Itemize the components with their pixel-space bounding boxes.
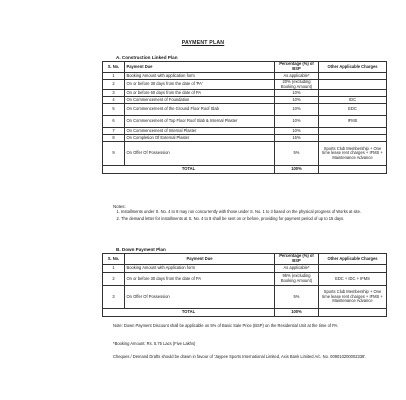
column-header: Other Applicable Charges: [319, 62, 387, 73]
other-charges-cell: [319, 265, 387, 273]
total-label: TOTAL: [103, 166, 275, 174]
percentage-cell: As applicable*: [275, 73, 319, 80]
row-number: 9: [103, 142, 125, 166]
other-charges-cell: Sports Club Membership + One time lease rent charges + IFMS + Maintenance Advance: [319, 286, 387, 309]
table-row: [103, 73, 387, 80]
row-number: 3: [103, 90, 125, 97]
payment-due-cell: On or before 30 days from the date of PA: [125, 273, 275, 286]
down-payment-plan-table: [102, 253, 387, 317]
other-charges-cell: [319, 135, 387, 142]
total-label: TOTAL: [103, 309, 275, 317]
row-number: 4: [103, 97, 125, 104]
percentage-cell: 10%: [275, 128, 319, 135]
note-item: 1. Installments under S. No. 4 to 8 may run concurrently with those under S. No. 1 to 3 based on the physical progress of Works at site.: [121, 209, 393, 214]
table-row: [103, 273, 387, 286]
other-charges-cell: EDC + IDC + IFMS: [319, 273, 387, 286]
total-row: [103, 309, 387, 317]
row-number: 2: [103, 273, 125, 286]
table-header-row: [103, 62, 387, 73]
notes-list: [113, 209, 393, 223]
payment-due-cell: On Commencement of Top Floor Roof Slab & Internal Plaster: [125, 116, 275, 128]
total-value: 100%: [275, 309, 319, 317]
payment-due-cell: On Commencement of Foundation: [125, 97, 275, 104]
percentage-cell: 5%: [275, 142, 319, 166]
other-charges-cell: IFMS: [319, 116, 387, 128]
row-number: 1: [103, 73, 125, 80]
table-row: [103, 128, 387, 135]
column-header: Payment Due: [125, 62, 275, 73]
total-other-cell: [319, 309, 387, 317]
column-header: Percentage (%) of BSP: [275, 62, 319, 73]
other-charges-cell: [319, 90, 387, 97]
row-number: 1: [103, 265, 125, 273]
column-header: S. No.: [103, 62, 125, 73]
table-row: [103, 90, 387, 97]
total-row: [103, 166, 387, 174]
percentage-cell: 5%: [275, 286, 319, 309]
total-other-cell: [319, 166, 387, 174]
percentage-cell: 95% (excluding Booking Amount): [275, 273, 319, 286]
row-number: 2: [103, 80, 125, 90]
row-number: 7: [103, 128, 125, 135]
percentage-cell: 10%: [275, 90, 319, 97]
payment-due-cell: On Commencement of the Ground Floor Roof Slab: [125, 104, 275, 116]
percentage-cell: 20% (excluding Booking Amount): [275, 80, 319, 90]
table-row: [103, 116, 387, 128]
percentage-cell: 10%: [275, 97, 319, 104]
column-header: Other Applicable Charges: [319, 254, 387, 265]
other-charges-cell: [319, 128, 387, 135]
section-a-heading: A. Construction Linked Plan: [116, 55, 178, 60]
notes-heading: Notes:: [113, 204, 126, 209]
column-header: S. No.: [103, 254, 125, 265]
payment-due-cell: On Completion Of External Plaster: [125, 135, 275, 142]
other-charges-cell: [319, 73, 387, 80]
booking-amount-note: *Booking Amount: Rs. 5.75 Lacs (Five Lakhs): [113, 341, 196, 346]
percentage-cell: As applicable*: [275, 265, 319, 273]
table-row: [103, 80, 387, 90]
cheque-instructions: Cheques / Demand Drafts should be drawn in favour of 'Jaypee Sports International Limited, Axis Bank Limited A/c. No. 009010200002338'.: [113, 354, 367, 359]
percentage-cell: 15%: [275, 135, 319, 142]
table-row: [103, 135, 387, 142]
table-header-row: [103, 254, 387, 265]
page-title: PAYMENT PLAN: [181, 40, 225, 46]
down-payment-note: Note: Down Payment Discount shall be applicable on 5% of Basic Sale Price (BSP) on the Residential Unit at the time of PA.: [113, 323, 339, 328]
row-number: 6: [103, 116, 125, 128]
payment-due-cell: On or before 60 days from the date of PA: [125, 90, 275, 97]
row-number: 8: [103, 135, 125, 142]
note-item: 2. The demand letter for installments at S. No. 4 to 8 shall be sent on or before, providing for payment period of up to 15 days.: [121, 216, 393, 221]
payment-due-cell: On Commencement of Internal Plaster: [125, 128, 275, 135]
total-value: 100%: [275, 166, 319, 174]
row-number: 5: [103, 104, 125, 116]
table-row: [103, 265, 387, 273]
row-number: 3: [103, 286, 125, 309]
payment-due-cell: Booking Amount with Application form: [125, 265, 275, 273]
column-header: Payment Due: [125, 254, 275, 265]
section-b-heading: B. Down Payment Plan: [116, 247, 166, 252]
table-row: [103, 97, 387, 104]
other-charges-cell: Sports Club Membership + One time lease rent charges + IFMS + Maintenance Advance: [319, 142, 387, 166]
other-charges-cell: [319, 80, 387, 90]
table-row: [103, 286, 387, 309]
other-charges-cell: EDC: [319, 104, 387, 116]
payment-due-cell: On or before 30 days from the date of 'PA': [125, 80, 275, 90]
column-header: Percentage (%) of BSP: [275, 254, 319, 265]
percentage-cell: 10%: [275, 104, 319, 116]
payment-due-cell: On Offer Of Possession: [125, 142, 275, 166]
construction-linked-plan-table: [102, 61, 387, 174]
payment-due-cell: Booking Amount with application form: [125, 73, 275, 80]
percentage-cell: 10%: [275, 116, 319, 128]
table-row: [103, 142, 387, 166]
table-row: [103, 104, 387, 116]
other-charges-cell: IDC: [319, 97, 387, 104]
payment-due-cell: On Offer Of Possession: [125, 286, 275, 309]
